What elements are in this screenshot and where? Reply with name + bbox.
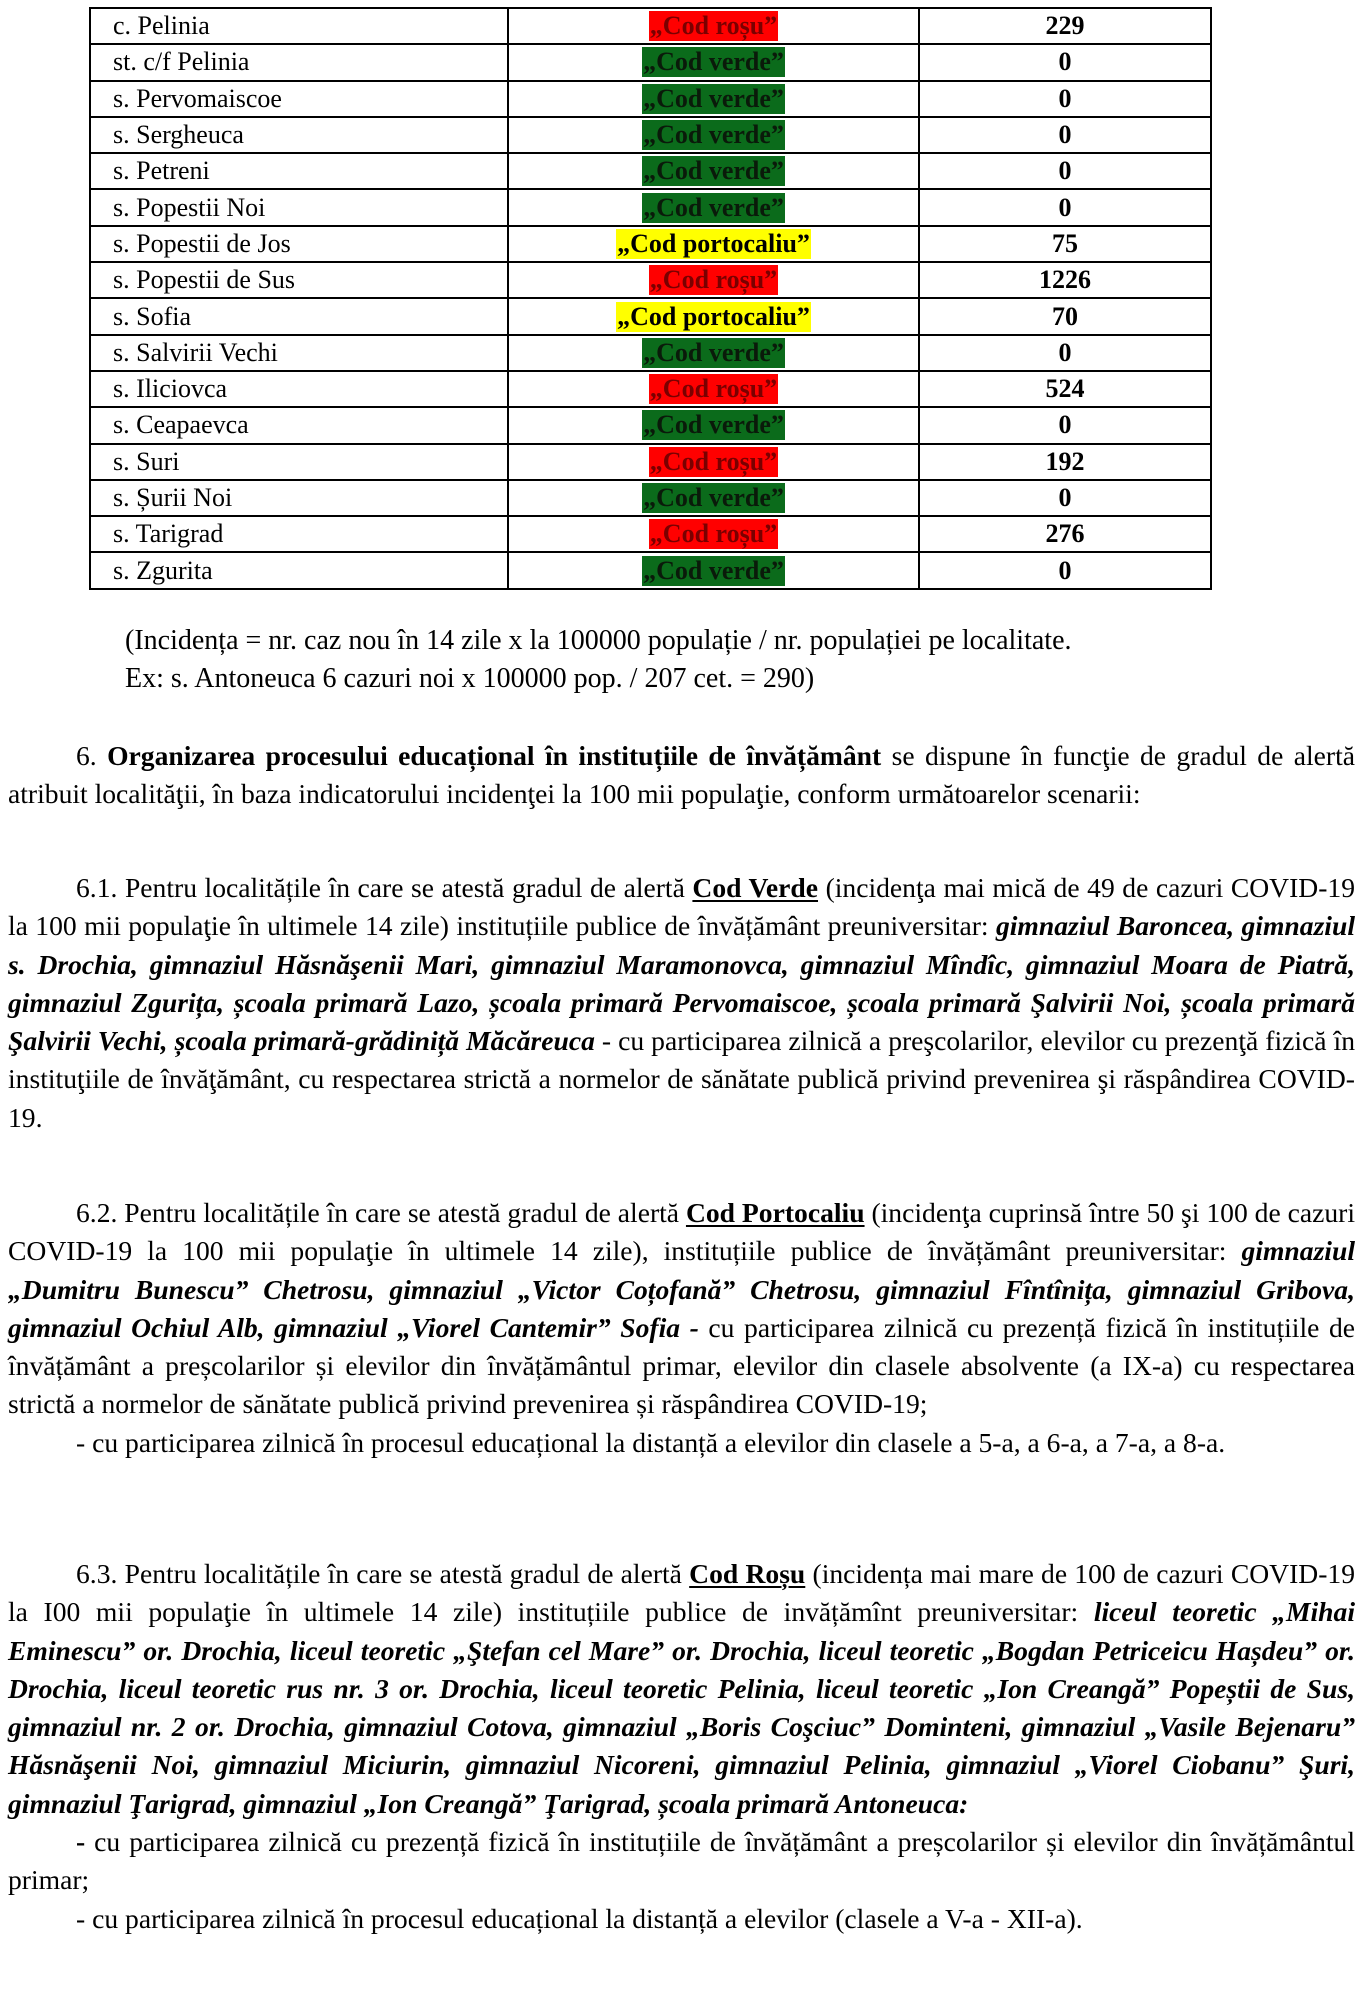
table-row [90, 298, 1211, 334]
section-6-3-lead: 6.3. Pentru localitățile în care se atestă gradul de alertă [76, 1558, 690, 1589]
footnote-line-2: Ex: s. Antoneuca 6 cazuri noi x 100000 pop. / 207 cet. = 290) [125, 663, 815, 694]
locality-cell: s. Ceapaevca [90, 407, 508, 443]
section-6-3-bullet-1 [8, 1823, 1355, 1900]
locality-cell: s. Tarigrad [90, 516, 508, 552]
section-6-3-paragraph [8, 1555, 1355, 1823]
table-row [90, 371, 1211, 407]
incidence-cell: 0 [919, 189, 1211, 225]
alert-code-badge: „Cod verde” [643, 120, 784, 150]
section-6-3-text1: (incidența mai mare de 100 de cazuri COVID-19 la I00 mii populaţie în ultimele 14 zile) instituțiile publice de invățămînt preuniversitar: [8, 1558, 1355, 1628]
cod-portocaliu-label: Cod Portocaliu [685, 1197, 865, 1228]
alert-code-cell [508, 407, 919, 443]
incidence-footnote [125, 622, 1072, 698]
section-6-2-bullet: - cu participarea zilnică în procesul educațional la distanță a elevilor din clasele a 5-a, a 6-a, a 7-a, a 8-a. [76, 1426, 1226, 1458]
locality-cell: s. Pervomaiscoe [90, 81, 508, 117]
incidence-cell: 1226 [919, 262, 1211, 298]
alert-code-badge: „Cod roșu” [649, 446, 778, 476]
locality-cell: s. Șurii Noi [90, 480, 508, 516]
alert-code-badge: „Cod verde” [643, 337, 784, 367]
table-row [90, 189, 1211, 225]
alert-code-cell [508, 44, 919, 80]
locality-cell: s. Zgurita [90, 552, 508, 588]
section-6-2-paragraph [8, 1194, 1355, 1424]
cod-rosu-label: Cod Roșu [689, 1558, 806, 1589]
alert-code-cell [508, 153, 919, 189]
incidence-cell: 192 [919, 444, 1211, 480]
alert-code-cell [508, 226, 919, 262]
incidence-cell: 0 [919, 407, 1211, 443]
section-6-3 [8, 1555, 1355, 1938]
alert-code-cell [508, 444, 919, 480]
section-6-paragraph [8, 737, 1355, 814]
table-row [90, 81, 1211, 117]
locality-cell: s. Petreni [90, 153, 508, 189]
alert-code-cell [508, 371, 919, 407]
locality-cell: s. Suri [90, 444, 508, 480]
locality-cell: c. Pelinia [90, 8, 508, 44]
alert-code-cell [508, 552, 919, 588]
section-6-1 [8, 869, 1355, 1137]
alert-code-cell [508, 8, 919, 44]
section-6 [8, 737, 1355, 814]
section-6-2 [8, 1194, 1355, 1462]
alert-code-cell [508, 335, 919, 371]
incidence-cell: 0 [919, 480, 1211, 516]
alert-code-badge: „Cod roșu” [649, 265, 778, 295]
table-row [90, 262, 1211, 298]
locality-cell: s. Sergheuca [90, 117, 508, 153]
alert-code-cell [508, 117, 919, 153]
incidence-cell: 70 [919, 298, 1211, 334]
alert-code-badge: „Cod portocaliu” [617, 228, 810, 258]
table-row [90, 117, 1211, 153]
alert-code-cell [508, 516, 919, 552]
table-row [90, 226, 1211, 262]
section-6-2-text1: (incidenţa cuprinsă între 50 şi 100 de cazuri COVID-19 la 100 mii populaţie în ultimele 14 zile), instituțiile publice de învățământ preuniversitar: [8, 1197, 1355, 1267]
locality-cell: s. Popestii Noi [90, 189, 508, 225]
alert-code-badge: „Cod roșu” [649, 374, 778, 404]
section-6-3-bullet-2: - cu participarea zilnică în procesul educațional la distanță a elevilor (clasele a V-a - XII-a). [76, 1902, 1083, 1934]
section-6-1-schools: gimnaziul Baroncea, gimnaziul s. Drochia, gimnaziul Hăsnăşenii Mari, gimnaziul Maramonovca, gimnaziul Mîndîc, gimnaziul Moara de Piatră, gimnaziul Zgurița, școala primară Lazo, școala primară Pervomaiscoe, școala primară Şalvirii Noi, școala primară Şalvirii Vechi, școala primară-grădiniță Măcăreuca [8, 910, 1355, 1057]
alert-code-cell [508, 262, 919, 298]
alert-code-badge: „Cod verde” [643, 483, 784, 512]
incidence-cell: 0 [919, 44, 1211, 80]
section-6-1-paragraph [8, 869, 1355, 1137]
table-row [90, 153, 1211, 189]
alert-code-badge: „Cod verde” [643, 47, 784, 77]
incidence-cell: 0 [919, 552, 1211, 588]
section-6-1-lead: 6.1. Pentru localitățile în care se atestă gradul de alertă [76, 872, 693, 903]
cod-verde-label: Cod Verde [692, 872, 819, 903]
alert-code-badge: „Cod verde” [643, 83, 784, 113]
table-row [90, 407, 1211, 443]
incidence-cell: 75 [919, 226, 1211, 262]
alert-code-badge: „Cod roșu” [649, 519, 778, 549]
locality-cell: s. Popestii de Sus [90, 262, 508, 298]
locality-cell: s. Iliciovca [90, 371, 508, 407]
table-row [90, 552, 1211, 588]
section-6-title: Organizarea procesului educațional în instituțiile de învățământ [107, 740, 882, 771]
bullet-dash: - [76, 1826, 95, 1858]
section-6-1-text1: (incidenţa mai mică de 49 de cazuri COVID-19 la 100 mii populaţie în ultimele 14 zile) instituțiile publice de învățământ preuniversitar: [8, 872, 1355, 942]
localities-alert-table [89, 7, 1212, 590]
section-6-number: 6. [76, 740, 108, 771]
alert-code-badge: „Cod verde” [643, 192, 784, 222]
incidence-cell: 0 [919, 153, 1211, 189]
bullet-1-text: cu participarea zilnică cu prezență fizică în instituțiile de învățământ a preșcolarilor și elevilor din învățământul primar; [8, 1826, 1355, 1896]
table-row [90, 516, 1211, 552]
section-6-3-schools: liceul teoretic „Mihai Eminescu” or. Drochia, liceul teoretic „Ştefan cel Mare” or. Drochia, liceul teoretic „Bogdan Petriceicu Hașdeu” or. Drochia, liceul teoretic rus nr. 3 or. Drochia, liceul teoretic Pelinia, liceul teoretic „Ion Creangă” Popeștii de Sus, gimnaziul nr. 2 or. Drochia, gimnaziul Cotova, gimnaziul „Boris Coşciuc” Dominteni, gimnaziul „Vasile Bejenaru” Hăsnăşenii Noi, gimnaziul Miciurin, gimnaziul Nicoreni, gimnaziul Pelinia, gimnaziul „Viorel Ciobanu” Şuri, gimnaziul Ţarigrad, gimnaziul „Ion Creangă” Ţarigrad, școala primară Antoneuca: [8, 1596, 1355, 1819]
locality-cell: st. c/f Pelinia [90, 44, 508, 80]
alert-code-badge: „Cod verde” [643, 156, 784, 186]
locality-cell: s. Sofia [90, 298, 508, 334]
table-row [90, 335, 1211, 371]
locality-cell: s. Popestii de Jos [90, 226, 508, 262]
alert-code-cell [508, 81, 919, 117]
locality-cell: s. Salvirii Vechi [90, 335, 508, 371]
incidence-cell: 524 [919, 371, 1211, 407]
alert-code-badge: „Cod roșu” [649, 11, 778, 41]
alert-code-badge: „Cod verde” [643, 410, 784, 440]
incidence-cell: 0 [919, 81, 1211, 117]
section-6-text: se dispune în funcţie de gradul de alertă atribuit localităţii, în baza indicatorului incidenţei la 100 mii populaţie, conform următoarelor scenarii: [8, 740, 1355, 810]
section-6-2-schools: gimnaziul „Dumitru Bunescu” Chetrosu, gimnaziul „Victor Coțofană” Chetrosu, gimnaziul Fîntînița, gimnaziul Gribova, gimnaziul Ochiul Alb, gimnaziul „Viorel Cantemir” Sofia - [8, 1235, 1355, 1343]
footnote-line-1: (Incidența = nr. caz nou în 14 zile x la 100000 populație / nr. populației pe localitate. [125, 625, 1072, 656]
alert-code-cell [508, 298, 919, 334]
table-row [90, 8, 1211, 44]
incidence-cell: 229 [919, 8, 1211, 44]
table-row [90, 44, 1211, 80]
section-6-1-text2: - cu participarea zilnică a preşcolarilor, elevilor cu prezenţă fizică în instituţiile de învăţământ, cu respectarea strictă a normelor de sănătate publică privind prevenirea şi răspândirea COVID-19. [8, 1025, 1355, 1133]
incidence-cell: 0 [919, 335, 1211, 371]
alert-code-badge: „Cod verde” [643, 555, 784, 585]
alert-code-cell [508, 480, 919, 516]
table-row [90, 480, 1211, 516]
alert-code-badge: „Cod portocaliu” [617, 301, 810, 331]
table-row [90, 444, 1211, 480]
alert-code-cell [508, 189, 919, 225]
table-body [90, 8, 1211, 589]
incidence-cell: 0 [919, 117, 1211, 153]
incidence-cell: 276 [919, 516, 1211, 552]
section-6-2-text2: cu participarea zilnică cu prezență fizică în instituțiile de învățământ a preșcolarilor și elevilor din învățământul primar, elevilor din clasele absolvente (a IX-a) cu respectarea strictă a normelor de sănătate publică privind prevenirea și răspândirea COVID-19; [8, 1311, 1355, 1420]
section-6-2-lead: 6.2. Pentru localitățile în care se atestă gradul de alertă [76, 1197, 686, 1228]
